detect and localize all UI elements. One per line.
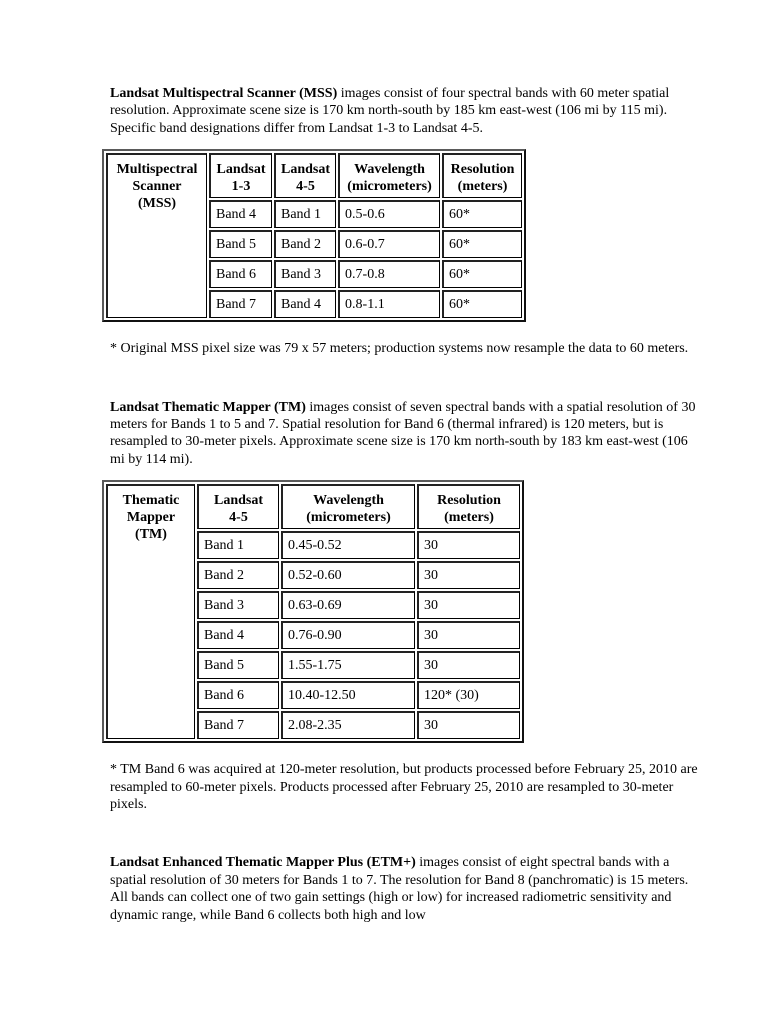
mss-intro-text: images consist of four spectral bands with 60 meter spatial resolution. Approximate scene size is 170 km north-south by 185 km east-west (106 mi by 115 mi). Specific band designations differ from Landsat 1-3 to Landsat 4-5. bbox=[110, 86, 670, 136]
document-page bbox=[110, 85, 700, 924]
table-cell: Band 2 bbox=[197, 561, 279, 589]
tm-intro-text: images consist of seven spectral bands with a spatial resolution of 30 meters for Bands 1 to 5 and 7. Spatial resolution for Band 6 (thermal infrared) is 120 meters, but is resampled to 30-meter pixels. Approximate scene size is 170 km north-south by 183 km east-west (106 mi by 114 mi). bbox=[110, 399, 696, 467]
table-cell: 10.40-12.50 bbox=[281, 681, 415, 709]
tm-intro-bold: Landsat Thematic Mapper (TM) bbox=[110, 399, 306, 415]
mss-col-header-landsat-1-3: Landsat 1-3 bbox=[209, 153, 272, 198]
table-cell: Band 6 bbox=[197, 681, 279, 709]
mss-table bbox=[102, 149, 526, 322]
tm-footnote: * TM Band 6 was acquired at 120-meter resolution, but products processed before February 25, 2010 are resampled to 60-meter pixels. Products processed after February 25, 2010 are resampled to 30-meter pixels. bbox=[110, 762, 698, 813]
table-cell: 120* (30) bbox=[417, 681, 520, 709]
table-cell: 30 bbox=[417, 531, 520, 559]
table-cell: Band 1 bbox=[274, 200, 336, 228]
table-cell: 30 bbox=[417, 711, 520, 739]
mss-col-header-wavelength: Wavelength (micrometers) bbox=[338, 153, 440, 198]
mss-row-header: Multispectral Scanner (MSS) bbox=[106, 153, 207, 318]
mss-col-header-landsat-4-5: Landsat 4-5 bbox=[274, 153, 336, 198]
table-cell: Band 7 bbox=[209, 290, 272, 318]
tm-row-header: Thematic Mapper (TM) bbox=[106, 484, 195, 739]
mss-intro-paragraph bbox=[110, 85, 700, 137]
tm-col-header-landsat-4-5: Landsat 4-5 bbox=[197, 484, 279, 529]
table-cell: 60* bbox=[442, 290, 522, 318]
table-cell: Band 3 bbox=[197, 591, 279, 619]
table-cell: 0.76-0.90 bbox=[281, 621, 415, 649]
table-cell: 0.5-0.6 bbox=[338, 200, 440, 228]
table-cell: 30 bbox=[417, 651, 520, 679]
etm-intro-paragraph bbox=[110, 854, 700, 924]
mss-footnote: * Original MSS pixel size was 79 x 57 meters; production systems now resample the data to 60 meters. bbox=[110, 341, 689, 357]
table-cell: 60* bbox=[442, 200, 522, 228]
table-cell: 0.6-0.7 bbox=[338, 230, 440, 258]
table-cell: Band 3 bbox=[274, 260, 336, 288]
table-cell: 60* bbox=[442, 260, 522, 288]
table-cell: 0.63-0.69 bbox=[281, 591, 415, 619]
table-cell: 0.45-0.52 bbox=[281, 531, 415, 559]
tm-col-header-wavelength: Wavelength (micrometers) bbox=[281, 484, 415, 529]
tm-intro-paragraph bbox=[110, 399, 700, 469]
table-cell: Band 6 bbox=[209, 260, 272, 288]
table-cell: Band 2 bbox=[274, 230, 336, 258]
table-cell: Band 1 bbox=[197, 531, 279, 559]
table-cell: 0.52-0.60 bbox=[281, 561, 415, 589]
table-cell: Band 7 bbox=[197, 711, 279, 739]
table-cell: Band 4 bbox=[197, 621, 279, 649]
table-cell: 30 bbox=[417, 621, 520, 649]
mss-intro-bold: Landsat Multispectral Scanner (MSS) bbox=[110, 86, 338, 101]
etm-intro-text: images consist of eight spectral bands with a spatial resolution of 30 meters for Bands 1 to 7. The resolution for Band 8 (panchromatic) is 15 meters. All bands can collect one of two gain settings (high or low) for increased radiometric sensitivity and dynamic range, while Band 6 collects both high and low bbox=[110, 855, 689, 923]
mss-col-header-resolution: Resolution (meters) bbox=[442, 153, 522, 198]
table-cell: 2.08-2.35 bbox=[281, 711, 415, 739]
etm-intro-bold: Landsat Enhanced Thematic Mapper Plus (ETM+) bbox=[110, 855, 416, 871]
table-cell: Band 5 bbox=[197, 651, 279, 679]
table-cell: Band 4 bbox=[274, 290, 336, 318]
tm-table-header-row bbox=[106, 484, 520, 529]
tm-table bbox=[102, 480, 524, 743]
tm-col-header-resolution: Resolution (meters) bbox=[417, 484, 520, 529]
table-cell: 0.7-0.8 bbox=[338, 260, 440, 288]
table-cell: 30 bbox=[417, 561, 520, 589]
table-cell: 60* bbox=[442, 230, 522, 258]
table-cell: 30 bbox=[417, 591, 520, 619]
table-cell: 0.8-1.1 bbox=[338, 290, 440, 318]
table-cell: 1.55-1.75 bbox=[281, 651, 415, 679]
mss-table-header-row bbox=[106, 153, 522, 198]
table-cell: Band 4 bbox=[209, 200, 272, 228]
table-cell: Band 5 bbox=[209, 230, 272, 258]
